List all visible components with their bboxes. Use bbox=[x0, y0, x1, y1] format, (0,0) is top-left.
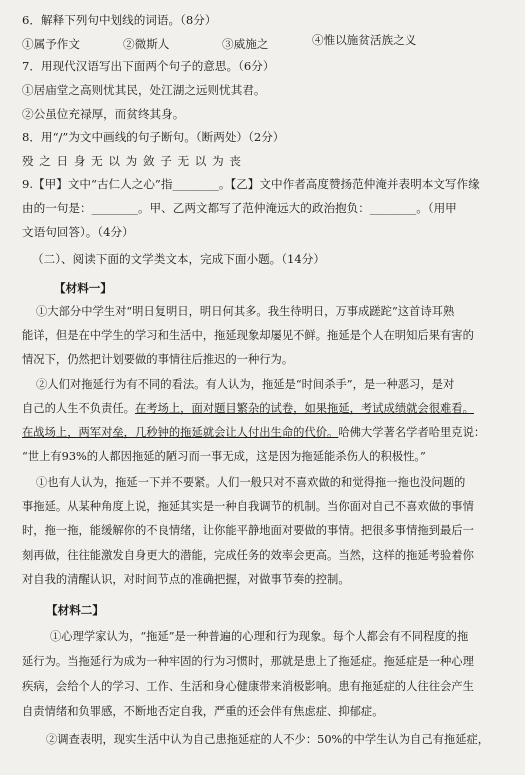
m1-p2-underlined-2: 在战场上，两军对垒，几秒钟的拖延就会让人付出生命的代价。 bbox=[22, 426, 339, 439]
m1-p3-line-2: 事拖延。从某种角度上说，拖延其实是一种自我调节的机制。当你面对自己不喜欢做的事情 bbox=[22, 500, 474, 513]
q6-option-3: ③威施之 bbox=[222, 37, 269, 51]
q9-line-3: 文语句回答）。（4分） bbox=[22, 225, 134, 239]
q8-prompt: 8．用“/”为文中画线的句子断句。（断两处）（2分） bbox=[22, 130, 285, 144]
m1-p2-line-3 bbox=[22, 426, 485, 440]
m1-p2-quote-intro: 哈佛大学著名学者哈里克说： bbox=[338, 426, 486, 439]
m1-p1-line-3: 情况下，仍然把计划要做的事情往后推迟的一种行为。 bbox=[22, 353, 294, 366]
q6-option-2: ②微斯人 bbox=[123, 37, 170, 51]
q9-line-2: 由的一句是：________。甲、乙两文都写了范仲淹远大的政治抱负：________。（用甲 bbox=[22, 201, 457, 215]
material-1-title: 【材料一】 bbox=[54, 281, 112, 295]
q6-option-4: ④惟以施贫活族之义 bbox=[312, 33, 417, 47]
m1-p1-line-1: ①大部分中学生对“明日复明日，明日何其多。我生待明日，万事成蹉跎”这首诗耳熟 bbox=[36, 305, 455, 318]
m2-p1-line-1: ①心理学家认为，“拖延”是一种普遍的心理和行为现象。每个人都会有不同程度的拖 bbox=[50, 630, 469, 643]
m1-p2-line-4: “世上有93%的人都因拖延的陋习而一事无成，这是因为拖延能杀伤人的积极性。” bbox=[22, 450, 426, 463]
q6-prompt: 6．解释下列句中划线的词语。（8分） bbox=[22, 13, 217, 27]
q7-prompt: 7．用现代汉语写出下面两个句子的意思。（6分） bbox=[22, 59, 275, 73]
material-2-title: 【材料二】 bbox=[46, 603, 104, 617]
m1-p3-line-1: ①也有人认为，拖延一下并不要紧。人们一般只对不喜欢做的和觉得拖一拖也没问题的 bbox=[36, 476, 466, 489]
q6-option-1: ①属予作文 bbox=[22, 37, 80, 51]
q8-sentence: 殁 之 日 身 无 以 为 敛 子 无 以 为 丧 bbox=[22, 154, 242, 168]
m1-p3-line-5: 对自我的清醒认识，对时间节点的准确把握，对做事节奏的控制。 bbox=[22, 573, 350, 586]
section-2-heading: （二）、阅读下面的文学类文本，完成下面小题。（14分） bbox=[32, 252, 325, 266]
m2-p2-line-1: ②调查表明，现实生活中认为自己患拖延症的人不少：50%的中学生认为自己有拖延症， bbox=[46, 733, 490, 746]
q9-line-1: 9.【甲】文中“古仁人之心”指________。【乙】文中作者高度赞扬范仲淹并表明本文写作缘 bbox=[22, 177, 480, 191]
m2-p1-line-4: 自责情绪和负罪感，不断地否定自我，严重的还会伴有焦虑症、抑郁症。 bbox=[22, 705, 384, 718]
m1-p2-underlined-1: 在考场上，面对题目繁杂的试卷，如果拖延，考试成绩就会很难看。 bbox=[134, 402, 474, 415]
q7-sentence-2: ②公虽位充禄厚，而贫终其身。 bbox=[22, 107, 185, 121]
m1-p3-line-4: 刻再做，往往能激发自身更大的潜能，完成任务的效率会更高。当然，这样的拖延考验着你 bbox=[22, 549, 474, 562]
m1-p2-line-1: ②人们对拖延行为有不同的看法。有人认为，拖延是“时间杀手”，是一种恶习，是对 bbox=[36, 378, 455, 391]
m2-p1-line-2: 延行为。当拖延行为成为一种牢固的行为习惯时，那就是患上了拖延症。拖延症是一种心理 bbox=[22, 655, 474, 668]
q7-sentence-1: ①居庙堂之高则忧其民，处江湖之远则忧其君。 bbox=[22, 83, 266, 97]
m1-p3-line-3: 时，拖一拖，能缓解你的不良情绪，让你能平静地面对要做的事情。把很多事情拖到最后一 bbox=[22, 524, 474, 537]
m1-p1-line-2: 能详，但是在中学生的学习和生活中，拖延现象却屡见不鲜。拖延是个人在明知后果有害的 bbox=[22, 329, 474, 342]
m1-p2-plain: 自己的人生不负责任。 bbox=[22, 402, 135, 415]
m1-p2-line-2 bbox=[22, 402, 474, 416]
m2-p1-line-3: 疾病，会给个人的学习、工作、生活和身心健康带来消极影响。患有拖延症的人往往会产生 bbox=[22, 680, 474, 693]
